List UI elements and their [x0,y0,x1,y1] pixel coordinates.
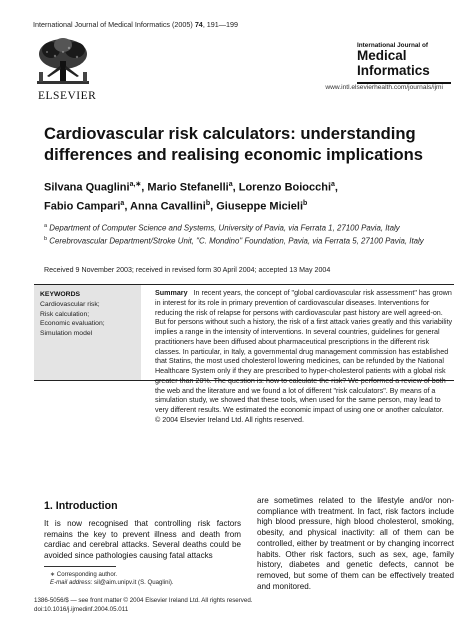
body-text-right-column: are sometimes related to the lifestyle and/or non-compliance with treatment. In fact, risk factors include high blood pressure, high blood cholesterol, smoking, obesity, and physical inactivity: all of them can be controlled, either by treatment or by changing incorrect habits. Other risk factors, such as sex, age, family history, diabetes and genetic defects, cannot be removed, but some of them can be effectively treated and monitored. [257,496,454,591]
journal-logo-small: International Journal of [357,42,429,49]
author-name: Mario Stefanelli [147,181,229,194]
author-line-1 [44,177,444,196]
abstract [155,289,454,426]
journal-logo [357,43,457,84]
footnote-email-label: E-mail address: [50,579,93,587]
journal-logo-line1: Medical [357,48,407,64]
bottom-meta [34,597,253,614]
body-text-left-column: It is now recognised that controlling risk factors remains the key to prevent illness and death from cardiac and cerebral attacks. Several deaths could be avoided since pathologies causing fatal attacks [44,519,241,561]
author-name: Lorenzo Boiocchi [238,181,332,194]
footnote [50,571,174,588]
author-name: Giuseppe Micieli [216,200,304,213]
affiliation-a [44,221,454,234]
abstract-text: In recent years, the concept of "global cardiovascular risk assessment" has grown in interest for its role in primary prevention of cardiovascular diseases. Interventions for reducing the risk of relapse for persons with cardiovascular past history are well agreed-on. But for persons without such a history, the risk of a first attack varies greatly and this variability implies a range in the intensity of interventions. In several countries, guidelines for general practitioners have been diffused about pharmaceutical prescriptions in the different risk classes. In particular, in Italy, a governmental drug management commission has established that Statins, the most used cholesterol lowering medicines, can be refunded by the National Healthcare System only if they are prescribed to hyper-cholesterol patients with a global risk the web and the literature and we found a lot of different "risk calculators". By means of a simulation study, we showed that these tools, when used for the same person, may lead to very different results. We estimated the economic impact of using one or another calculator. [155,289,453,414]
author-name: Fabio Campari [44,200,121,213]
affil-mark-a: a [44,223,48,229]
author-sep: , [124,200,131,213]
footnote-rule [44,566,116,567]
affil-b-text: Cerebrovascular Department/Stroke Unit, "C. Mondino" Foundation, Pavia, via Ferrata 5, 27100 Pavia, Italy [49,236,424,246]
doi-line[interactable]: doi:10.1016/j.ijmedinf.2004.05.011 [34,605,129,613]
affiliations [44,221,454,247]
elsevier-tree-logo [33,36,93,88]
journal-pages: , 191—199 [202,20,238,29]
author-affil-mark: a,∗ [129,181,142,188]
section-heading-introduction: 1. Introduction [44,500,118,512]
journal-url[interactable]: www.intl.elsevierhealth.com/journals/ijmi [325,84,443,91]
affil-a-text: Department of Computer Science and Systems, University of Pavia, via Ferrata 1, 27100 Pavia, Italy [49,223,400,233]
author-sep: , [210,200,217,213]
author-name: Anna Cavallini [130,200,206,213]
received-dates: Received 9 November 2003; received in revised form 30 April 2004; accepted 13 May 2004 [44,266,331,274]
abstract-bottom-rule [34,380,454,381]
author-sep: , [334,181,338,194]
author-affil-mark: a [331,181,335,188]
journal-citation [33,20,238,29]
front-matter-line: 1386-5056/$ — see front matter © 2004 Elsevier Ireland Ltd. All rights reserved. [34,597,253,604]
article-title: Cardiovascular risk calculators: understanding differences and realising economic implications [44,124,423,164]
keyword-item: Risk calculation; [40,310,90,318]
author-affil-mark: b [205,200,211,208]
author-affil-mark: b [303,200,308,208]
author-list [44,177,444,215]
keywords-heading: KEYWORDS [40,291,81,298]
author-line-2 [44,196,444,215]
footnote-corresponding: ∗ Corresponding author. [50,571,118,578]
affiliation-b [44,234,454,247]
publisher-name: ELSEVIER [38,90,97,102]
author-sep: , [232,181,239,194]
abstract-copyright: © 2004 Elsevier Ireland Ltd. All rights reserved. [155,415,304,424]
journal-citation-prefix: International Journal of Medical Informatics (2005) [33,20,195,29]
author-name: Silvana Quaglini [44,181,130,194]
author-affil-mark: a [120,200,125,208]
footnote-email[interactable]: sil@aim.unipv.it (S. Quaglini). [92,579,174,587]
keyword-item: Cardiovascular risk; [40,301,100,308]
keyword-item: Simulation model [40,330,93,338]
journal-logo-line2: Informatics [357,62,430,78]
keyword-item: Economic evaluation; [40,320,105,328]
abstract-label: Summary [155,289,188,297]
author-sep: , [141,181,148,194]
keywords-list [40,300,105,339]
author-affil-mark: a [228,181,233,188]
footnote-email-line [50,579,174,587]
journal-volume: 74 [194,20,203,29]
affil-mark-b: b [44,236,48,243]
